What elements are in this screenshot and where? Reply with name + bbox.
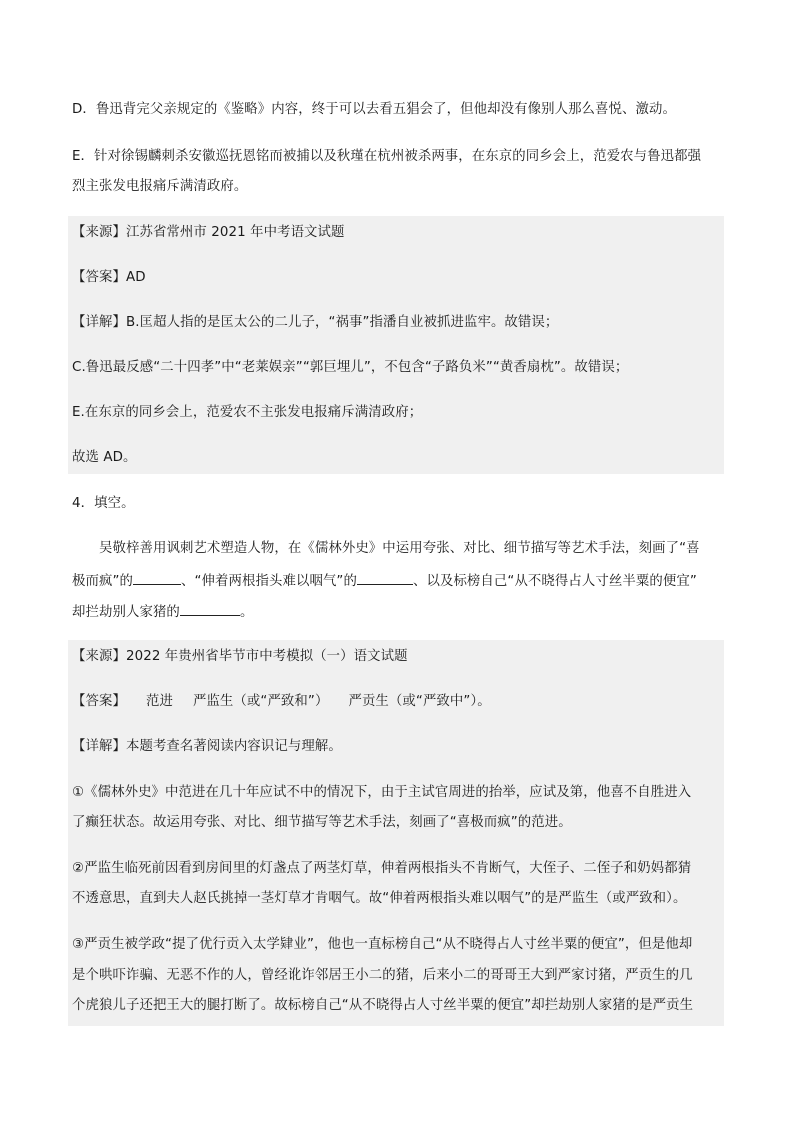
q3-conclusion: 故选 AD。	[72, 450, 137, 465]
q4-paragraph-3-line-1: ③严贡生被学政“提了优行贡入太学肄业”，他也一直标榜自己“从不晓得占人寸丝半粟的便宜”，但是他却	[72, 937, 693, 952]
q4-paragraph-3-line-3: 个虎狼儿子还把王大的腿打断了。故标榜自己“从不晓得占人寸丝半粟的便宜”却拦劫别人家猪的是严贡生	[72, 998, 694, 1013]
answer-1: 范进	[145, 694, 173, 709]
answer-2: 严监生（或“严致和”）	[192, 694, 329, 709]
q4-paragraph-1-line-2: 了癫狂状态。故运用夸张、对比、细节描写等艺术手法，刻画了“喜极而疯”的范进。	[72, 815, 572, 830]
blank-1	[133, 570, 181, 585]
blank-2	[357, 570, 413, 585]
q3-answer: 【答案】AD	[72, 270, 146, 285]
option-e-line-2: 烈主张发电报痛斥满清政府。	[72, 179, 248, 194]
q3-detail-b: 【详解】B.匡超人指的是匡太公的二儿子，“祸事”指潘自业被抓进监牢。故错误；	[72, 315, 559, 330]
q3-detail-c: C.鲁迅最反感“二十四孝”中“老莱娱亲”“郭巨埋儿”，不包含“子路负米”“黄香扇枕”。故错误；	[72, 360, 629, 375]
q4-prompt-line-2	[72, 570, 697, 592]
q3-detail-e: E.在东京的同乡会上，范爱农不主张发电报痛斥满清政府；	[72, 405, 423, 420]
q4-answer	[72, 692, 491, 712]
q4-paragraph-3-line-2: 是个哄吓诈骗、无恶不作的人，曾经讹诈邻居王小二的猪，后来小二的哥哥王大到严家讨猪，严贡生的几	[72, 968, 693, 983]
q4-prompt-line-1: 吴敬梓善用讽刺艺术塑造人物，在《儒林外史》中运用夸张、对比、细节描写等艺术手法，刻画了“喜	[99, 541, 700, 556]
q4-paragraph-2-line-1: ②严监生临死前因看到房间里的灯盏点了两茎灯草，伸着两根指头不肯断气，大侄子、二侄子和奶妈都猜	[72, 861, 692, 876]
answer-label: 【答案】	[72, 694, 126, 709]
blank-3	[180, 601, 240, 616]
q4-heading: 4．填空。	[72, 496, 135, 511]
option-d: D．鲁迅背完父亲规定的《鉴略》内容，终于可以去看五猖会了，但他却没有像别人那么喜悦、激动。	[72, 102, 676, 117]
prompt-text: 、以及标榜自己“从不晓得占人寸丝半粟的便宜”	[412, 574, 697, 589]
prompt-text: 。	[239, 605, 254, 620]
q4-prompt-line-3	[72, 601, 253, 623]
q4-detail-intro: 【详解】本题考查名著阅读内容识记与理解。	[72, 739, 342, 754]
prompt-text: 却拦劫别人家猪的	[72, 605, 180, 620]
prompt-text: 极而疯”的	[72, 574, 133, 589]
q3-source: 【来源】江苏省常州市 2021 年中考语文试题	[72, 225, 345, 240]
option-e-line-1: E．针对徐锡麟刺杀安徽巡抚恩铭而被捕以及秋瑾在杭州被杀两事，在东京的同乡会上，范爱农与鲁迅都强	[72, 149, 702, 164]
q4-paragraph-1-line-1: ①《儒林外史》中范进在几十年应试不中的情况下，由于主试官周进的抬举，应试及第，他喜不自胜进入	[72, 785, 692, 800]
q3-answer-block	[68, 216, 724, 474]
answer-3: 严贡生（或“严致中”）。	[348, 694, 491, 709]
q4-source: 【来源】2022 年贵州省毕节市中考模拟（一）语文试题	[72, 649, 408, 664]
q4-paragraph-2-line-2: 不透意思，直到夫人赵氏挑掉一茎灯草才肯咽气。故“伸着两根指头难以咽气”的是严监生（或严致和）。	[72, 891, 687, 906]
prompt-text: 、“伸着两根指头难以咽气”的	[181, 574, 357, 589]
